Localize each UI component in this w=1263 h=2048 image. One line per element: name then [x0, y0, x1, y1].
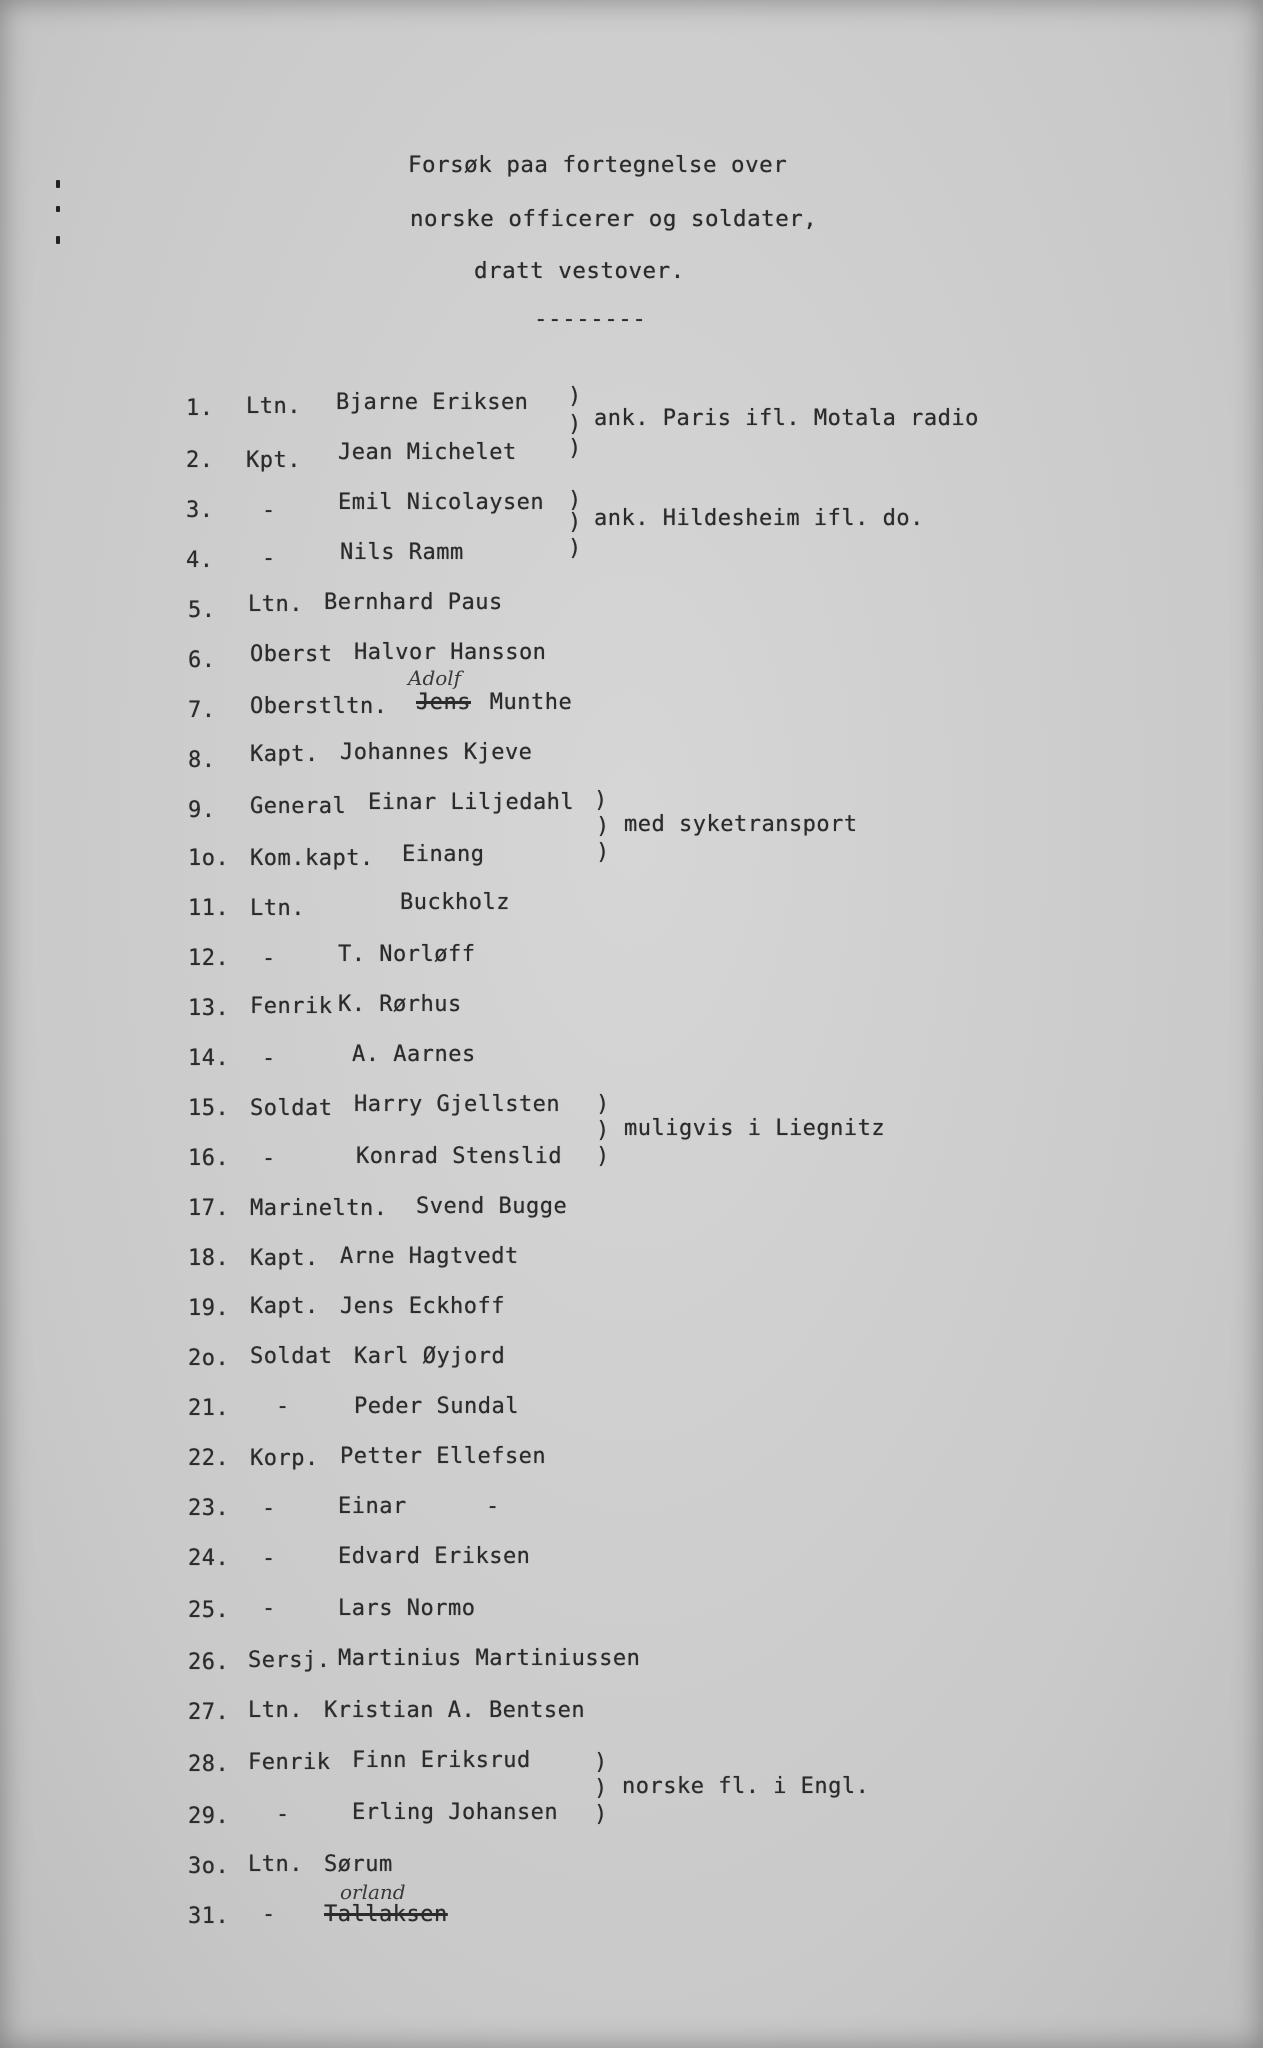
- entry-rank: -: [262, 498, 276, 523]
- entry-rank: -: [262, 1496, 276, 1521]
- entry-name: T. Norløff: [338, 942, 476, 967]
- title-separator: --------: [534, 306, 647, 332]
- entry-number: 26.: [188, 1650, 230, 1675]
- entry-rank: Kapt.: [250, 1246, 319, 1271]
- group-note: muligvis i Liegnitz: [624, 1116, 886, 1141]
- entry-rank: -: [262, 1902, 276, 1927]
- entry-name: Erling Johansen: [352, 1800, 559, 1825]
- entry-number: 22.: [188, 1446, 230, 1471]
- entry-number: 27.: [188, 1700, 230, 1725]
- entry-number: 24.: [188, 1546, 230, 1571]
- entry-number: 1o.: [188, 846, 230, 871]
- entry-number: 2o.: [188, 1346, 230, 1371]
- bracket: ): [594, 788, 608, 813]
- entry-number: 8.: [188, 748, 216, 773]
- entry-rank: -: [262, 546, 276, 571]
- entry-rank: Ltn.: [248, 592, 303, 617]
- bracket: ): [596, 814, 610, 839]
- entry-number: 4.: [186, 548, 214, 573]
- entry-rank: Oberstltn.: [250, 694, 388, 719]
- entry-name: Munthe: [476, 690, 573, 715]
- entry-rank: Kapt.: [250, 1294, 319, 1319]
- bracket: ): [568, 412, 582, 437]
- bracket: ): [594, 1776, 608, 1801]
- title-line-1: Forsøk paa fortegnelse over: [408, 152, 788, 178]
- entry-number: 23.: [188, 1496, 230, 1521]
- entry-name: A. Aarnes: [352, 1042, 476, 1067]
- entry-rank: Korp.: [250, 1446, 319, 1471]
- entry-name: Peder Sundal: [354, 1394, 519, 1419]
- punch-mark: [56, 180, 60, 188]
- ditto-mark: -: [486, 1494, 500, 1519]
- entry-rank: Fenrik: [248, 1750, 331, 1775]
- bracket: ): [594, 1750, 608, 1775]
- entry-number: 25.: [188, 1598, 230, 1623]
- entry-rank: Soldat: [250, 1344, 333, 1369]
- entry-rank: -: [262, 1546, 276, 1571]
- entry-number: 3.: [186, 498, 214, 523]
- entry-rank: Soldat: [250, 1096, 333, 1121]
- entry-name: Einar Liljedahl: [368, 790, 575, 815]
- entry-number: 6.: [188, 648, 216, 673]
- bracket: ): [568, 510, 582, 535]
- entry-name: Einar: [338, 1494, 407, 1519]
- entry-name: Bernhard Paus: [324, 590, 503, 615]
- bracket: ): [596, 840, 610, 865]
- entry-name: Petter Ellefsen: [340, 1444, 547, 1469]
- entry-number: 3o.: [188, 1854, 230, 1879]
- entry-rank: Marineltn.: [250, 1196, 388, 1221]
- entry-number: 28.: [188, 1752, 230, 1777]
- struck-name: Tallaksen: [324, 1902, 448, 1927]
- entry-name: Jens Eckhoff: [340, 1294, 505, 1319]
- entry-name: Konrad Stenslid: [356, 1144, 563, 1169]
- entry-rank: Kpt.: [246, 448, 301, 473]
- bracket: ): [596, 1092, 610, 1117]
- entry-number: 29.: [188, 1804, 230, 1829]
- punch-mark: [56, 206, 60, 212]
- entry-number: 11.: [188, 896, 230, 921]
- entry-name: Karl Øyjord: [354, 1344, 506, 1369]
- entry-number: 19.: [188, 1296, 230, 1321]
- entry-name: Harry Gjellsten: [354, 1092, 561, 1117]
- entry-number: 9.: [188, 798, 216, 823]
- entry-number: 16.: [188, 1146, 230, 1171]
- entry-rank: Ltn.: [246, 394, 301, 419]
- entry-name: Einang: [402, 842, 485, 867]
- entry-name: Svend Bugge: [416, 1194, 568, 1219]
- handwritten-correction: Adolf: [408, 666, 462, 690]
- entry-number: 5.: [188, 598, 216, 623]
- entry-rank: Kapt.: [250, 742, 319, 767]
- entry-rank: Ltn.: [248, 1698, 303, 1723]
- bracket: ): [568, 536, 582, 561]
- entry-name: Lars Normo: [338, 1596, 476, 1621]
- entry-name: Jean Michelet: [338, 440, 517, 465]
- entry-rank: Sersj.: [248, 1648, 331, 1673]
- group-note: norske fl. i Engl.: [622, 1774, 870, 1799]
- entry-rank: Ltn.: [248, 1852, 303, 1877]
- entry-name: Emil Nicolaysen: [338, 490, 545, 515]
- entry-rank: -: [276, 1802, 290, 1827]
- entry-number: 31.: [188, 1904, 230, 1929]
- bracket: ): [568, 488, 582, 513]
- bracket: ): [568, 384, 582, 409]
- entry-name: Kristian A. Bentsen: [324, 1698, 586, 1723]
- entry-rank: -: [262, 1596, 276, 1621]
- entry-number: 1.: [186, 396, 214, 421]
- entry-rank: Oberst: [250, 642, 333, 667]
- bracket: ): [596, 1118, 610, 1143]
- entry-name: Sørum: [324, 1852, 393, 1877]
- group-note: ank. Paris ifl. Motala radio: [594, 406, 979, 431]
- entry-rank: -: [262, 946, 276, 971]
- entry-number: 17.: [188, 1196, 230, 1221]
- entry-rank: -: [262, 1146, 276, 1171]
- entry-name: Bjarne Eriksen: [336, 390, 529, 415]
- entry-number: 13.: [188, 996, 230, 1021]
- entry-name: Nils Ramm: [340, 540, 464, 565]
- entry-number: 15.: [188, 1096, 230, 1121]
- entry-name: Edvard Eriksen: [338, 1544, 531, 1569]
- entry-rank: General: [250, 794, 347, 819]
- title-line-3: dratt vestover.: [474, 258, 685, 284]
- entry-number: 14.: [188, 1046, 230, 1071]
- entry-name: Finn Eriksrud: [352, 1748, 531, 1773]
- entry-name: K. Rørhus: [338, 992, 462, 1017]
- struck-name: Jens: [416, 690, 471, 715]
- group-note: ank. Hildesheim ifl. do.: [594, 506, 924, 531]
- entry-name: Johannes Kjeve: [340, 740, 533, 765]
- entry-number: 18.: [188, 1246, 230, 1271]
- entry-rank: Fenrik: [250, 994, 333, 1019]
- title-line-2: norske officerer og soldater,: [410, 206, 818, 232]
- entry-rank: -: [276, 1394, 290, 1419]
- entry-number: 2.: [186, 448, 214, 473]
- entry-number: 7.: [188, 698, 216, 723]
- entry-rank: Ltn.: [250, 896, 305, 921]
- handwritten-correction: orland: [340, 1880, 406, 1904]
- entry-name: Halvor Hansson: [354, 640, 547, 665]
- entry-rank: -: [262, 1046, 276, 1071]
- bracket: ): [568, 436, 582, 461]
- entry-number: 21.: [188, 1396, 230, 1421]
- group-note: med syketransport: [624, 812, 858, 837]
- entry-name: Arne Hagtvedt: [340, 1244, 519, 1269]
- entry-rank: Kom.kapt.: [250, 846, 374, 871]
- bracket: ): [594, 1802, 608, 1827]
- entry-name: Buckholz: [400, 890, 510, 915]
- bracket: ): [596, 1144, 610, 1169]
- entry-name: Martinius Martiniussen: [338, 1646, 641, 1671]
- entry-number: 12.: [188, 946, 230, 971]
- punch-mark: [56, 236, 60, 244]
